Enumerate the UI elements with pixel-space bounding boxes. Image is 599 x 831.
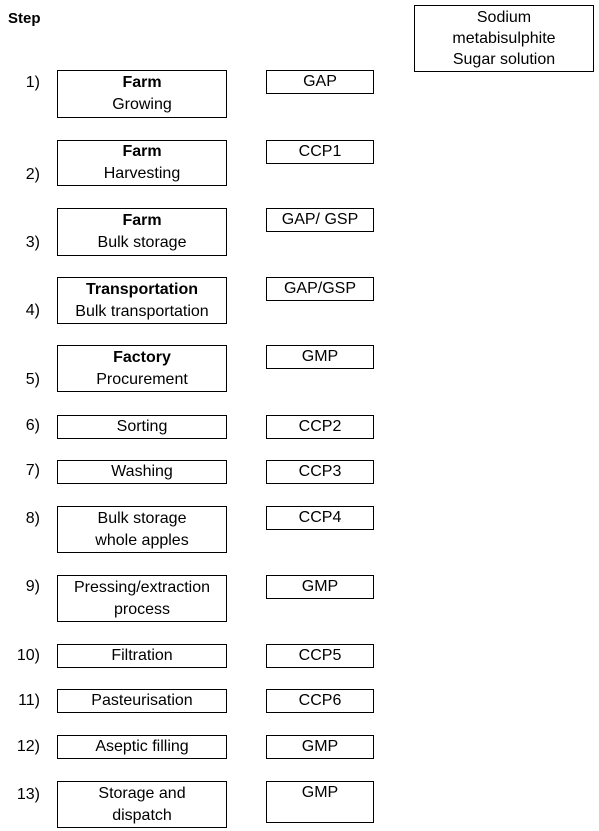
step-label: Filtration [111,647,173,664]
step-number: 3) [25,234,40,251]
step-number: 5) [25,371,40,388]
additive-line-3: Sugar solution [452,51,556,68]
process-step-box [57,735,227,759]
additive-line-2: metabisulphite [452,30,556,47]
step-number: 1) [25,74,40,91]
step-number: 10) [16,647,40,664]
step-title: Farm [122,74,162,91]
control-point-box: GMP [266,345,374,369]
process-step-box [57,140,227,186]
control-point-box: CCP1 [266,140,374,164]
control-point-box: GMP [266,781,374,823]
control-point-box: CCP3 [266,460,374,484]
step-title: Farm [122,212,162,229]
step-number: 11) [18,692,40,709]
process-step-box [57,506,227,553]
step-number: 2) [25,166,40,183]
control-point-box: CCP4 [266,506,374,530]
process-step-box [57,575,227,622]
step-label: Pressing/extraction [73,578,211,596]
step-label: Washing [111,463,173,480]
step-number: 6) [25,417,40,434]
step-label: Pasteurisation [91,692,193,709]
step-label: Growing [112,96,172,113]
additives-box [414,5,594,72]
step-label: whole apples [95,531,189,549]
process-step-box [57,70,227,118]
control-point-box: CCP2 [266,415,374,439]
step-title: Transportation [85,280,198,298]
step-label: Bulk storage [97,234,187,251]
control-point-box: CCP5 [266,644,374,668]
step-label: Bulk transportation [75,302,209,320]
control-point-box: GAP/GSP [266,277,374,301]
step-label: process [113,600,171,618]
control-point-box: GMP [266,735,374,759]
control-point-box: GMP [266,575,374,599]
additive-line-1: Sodium [476,9,532,26]
step-label: Harvesting [103,165,181,182]
step-title: Factory [113,348,171,366]
step-number: 13) [16,786,40,803]
step-label: Procurement [96,370,188,388]
control-point-box: GAP [266,70,374,94]
process-step-box [57,345,227,392]
step-label: Sorting [116,418,168,435]
step-title: Farm [122,143,162,160]
step-header: Step [8,10,41,27]
control-point-box: GAP/ GSP [266,208,374,232]
step-number: 8) [25,510,40,527]
step-number: 12) [16,738,40,755]
control-point-box: CCP6 [266,689,374,713]
step-number: 9) [25,578,40,595]
step-number: 7) [25,462,40,479]
step-label: Bulk storage [97,509,187,527]
process-step-box [57,415,227,439]
process-step-box [57,644,227,668]
process-step-box [57,781,227,828]
process-step-box [57,460,227,484]
step-label: Storage and [98,784,186,802]
step-label: dispatch [112,806,172,824]
process-step-box [57,208,227,256]
step-number: 4) [25,302,40,319]
process-step-box [57,689,227,713]
step-label: Aseptic filling [95,738,189,755]
process-step-box [57,277,227,324]
